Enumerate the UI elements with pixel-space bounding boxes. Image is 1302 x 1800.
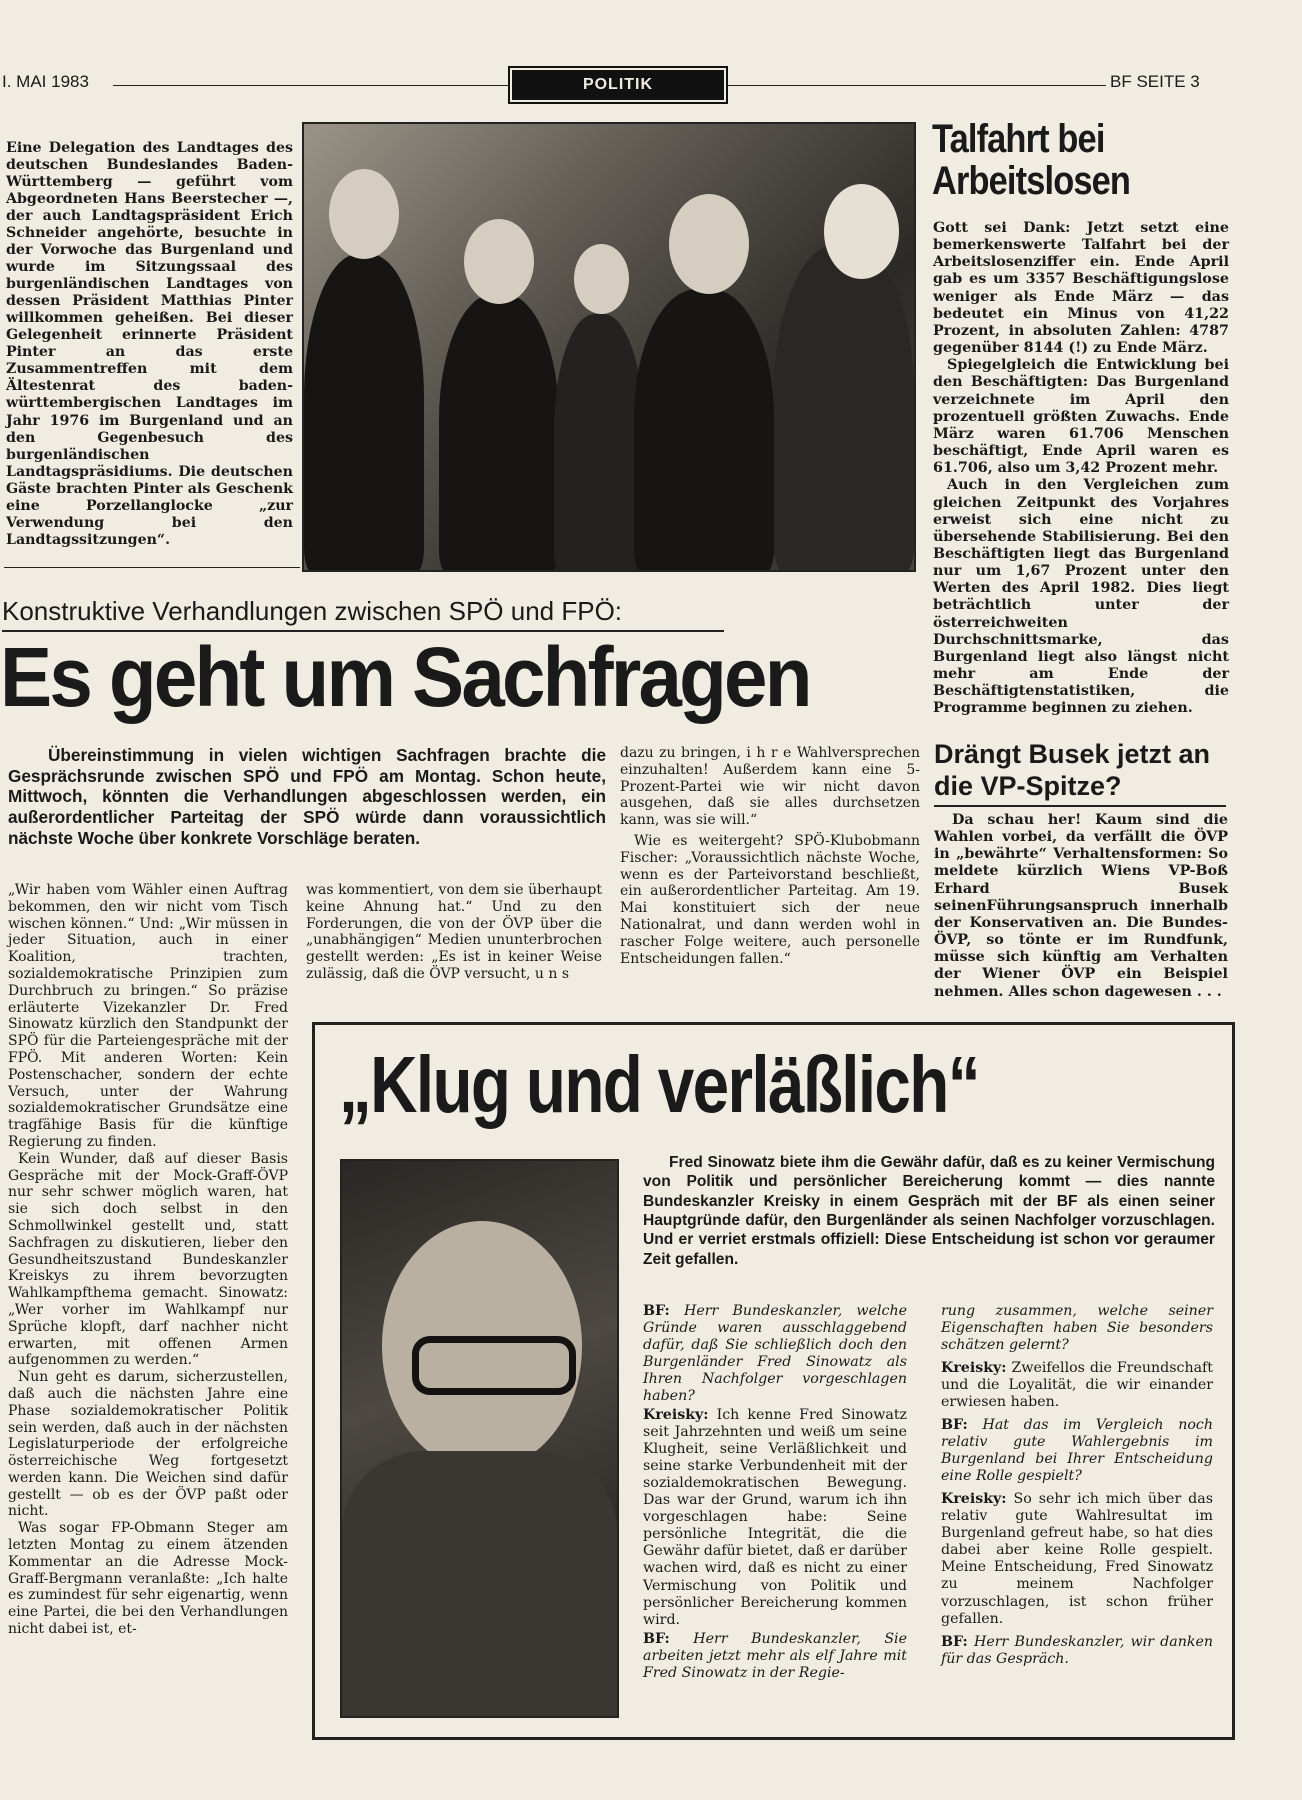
main-lead: Übereinstimmung in vielen wichtigen Sachfragen brachte die Gesprächsrunde zwischen SPÖ und FPÖ am Montag. Schon heute, Mittwoch, könnten die Verhandlungen abgeschlossen werden, ein außerordentlicher Parteitag der SPÖ würde dann voraussichtlich nächste Woche über konkrete Vorschläge beraten. xyxy=(8,745,606,848)
main-kicker: Konstruktive Verhandlungen zwischen SPÖ und FPÖ: xyxy=(2,596,623,626)
talfahrt-paragraph: Gott sei Dank: Jetzt setzt eine bemerkenswerte Talfahrt bei der Arbeitslosenziffer ein. Ende April gab es um 3357 Beschäftigungslose weniger als Ende März — das bedeutet ein Minus von 41,22 Prozent, in absoluten Zahlen: 4787 gegenüber 8144 (!) zu Ende März. xyxy=(933,220,1229,357)
main-paragraph: „Wir haben vom Wähler einen Auftrag bekommen, den wir nicht vom Tisch wischen können.“ Und: „Wir müssen in jeder Situation, auch in einer Koalition, trachten, sozialdemokratische Prinzipien zum Durchbruch zu bringen.“ So präzise erläuterte Vizekanzler Dr. Fred Sinowatz kürzlich den Standpunkt der SPÖ für die Parteiengespräche mit der FPÖ. Mit anderen Worten: Kein Postenschacher, sondern der echte Versuch, unter der Wahrung sozialdemokratischer Grundsätze eine tragfähige Basis für die künftige Regierung zu finden. xyxy=(8,882,288,1150)
interview-column-right xyxy=(941,1303,1213,1668)
main-column-3 xyxy=(620,745,920,967)
page-number: BF SEITE 3 xyxy=(1110,72,1200,91)
busek-headline: Drängt Busek jetzt an die VP-Spitze? xyxy=(934,739,1211,801)
busek-article: Da schau her! Kaum sind die Wahlen vorbei, da verfällt die ÖVP in „bewährte“ Verhaltensformen: So meldete kürzlich Wiens VP-Boß Erhard Busek seinenFührungsanspruch innerhalb der Konservativen an. Die Bundes-ÖVP, so tönte er im Rundfunk, müsse sich künftig am Verhalten der Wiener ÖVP ein Beispiel nehmen. Alles schon dagewesen . . . xyxy=(934,812,1228,1000)
interview-answer: Kreisky: Zweifellos die Freundschaft und die Loyalität, die wir einander erwiesen haben. xyxy=(941,1360,1213,1411)
main-paragraph: Wie es weitergeht? SPÖ-Klubobmann Fischer: „Voraussichtlich nächste Woche, wenn es der Parteivorstand beschließt, ein außerordentlicher Parteitag. Am 19. Mai konstituiert sich der neue Nationalrat, und dann werden wohl in rascher Folge weitere, auch personelle Entscheidungen fallen.“ xyxy=(620,832,920,967)
talfahrt-paragraph: Spiegelgleich die Entwicklung bei den Beschäftigten: Das Burgenland verzeichnete im April den prozentuell größten Zuwachs. Ende März waren 61.706 Menschen beschäftigt, Ende April waren es 61.706, also um 3,42 Prozent mehr. xyxy=(933,357,1229,477)
main-paragraph: dazu zu bringen, i h r e Wahlversprechen einzuhalten! Außerdem kann eine 5-Prozent-Partei wie wir nicht davon ausgehen, daß sie alles durchsetzen kann, was sie will.“ xyxy=(620,745,920,829)
header-rule-right xyxy=(728,85,1106,86)
interview-answer: Kreisky: So sehr ich mich über das relativ gute Wahlresultat im Burgenland gefreut habe, so hat dies dabei aber keine Rolle gespielt. Meine Entscheidung, Fred Sinowatz zu meinem Nachfolger vorzuschlagen, ist schon früher gefallen. xyxy=(941,1491,1213,1627)
main-column-2: was kommentiert, von dem sie überhaupt keine Ahnung hat.“ Und zu den Forderungen, die von der ÖVP über die „unabhängigen“ Medien ununterbrochen gestellt werden: „Es ist in keiner Weise zulässig, daß die ÖVP versucht, u n s xyxy=(306,882,602,982)
header-rule-left xyxy=(113,85,508,86)
main-paragraph: Was sogar FP-Obmann Steger am letzten Montag zu einem ätzenden Kommentar an die Adresse Mock-Graff-Bergmann veranlaßte: „Ich halte es zumindest für sehr eigenartig, wenn eine Partei, die bei den Verhandlungen nicht dabei ist, et- xyxy=(8,1520,288,1638)
section-label: POLITIK xyxy=(512,70,724,100)
kreisky-portrait xyxy=(340,1159,619,1718)
interview-column-left xyxy=(643,1303,907,1682)
talfahrt-headline: Talfahrt bei Arbeitslosen xyxy=(932,117,1131,203)
interview-question: BF: Hat das im Vergleich noch relativ gute Wahlergebnis im Burgenland bei Ihrer Entscheidung eine Rolle gespielt? xyxy=(941,1417,1213,1485)
interview-question: BF: Herr Bundeskanzler, welche Gründe waren ausschlaggebend dafür, daß Sie schließlich doch den Burgenländer Fred Sinowatz als Ihren Nachfolger vorgeschlagen haben? xyxy=(643,1303,907,1405)
interview-question-continued: rung zusammen, welche seiner Eigenschaften haben Sie besonders schätzen gelernt? xyxy=(941,1303,1213,1354)
interview-box xyxy=(312,1022,1235,1740)
caption-bottom-rule xyxy=(4,567,300,568)
interview-question: BF: Herr Bundeskanzler, wir danken für das Gespräch. xyxy=(941,1633,1213,1667)
issue-date: I. MAI 1983 xyxy=(2,72,89,91)
talfahrt-article xyxy=(933,220,1229,718)
busek-rule xyxy=(934,805,1226,807)
main-paragraph: Kein Wunder, daß auf dieser Basis Gespräche mit der Mock-Graff-ÖVP nur sehr schwer möglich waren, hat sie sich doch selbst in den Schmollwinkel gestellt und, statt Sachfragen zu diskutieren, lieber den Gesundheitszustand Bundeskanzler Kreiskys zu ihrem bevorzugten Wahlkampfthema gemacht. Sinowatz: „Wer vorher im Wahlkampf nur Sprüche klopft, darf nachher nicht erwarten, mit offenen Armen aufgenommen zu werden.“ xyxy=(8,1150,288,1369)
talfahrt-paragraph: Auch in den Vergleichen zum gleichen Zeitpunkt des Vorjahres erweist sich eine nicht zu übersehende Stabilisierung. Bei den Beschäftigten liegt das Burgenland nur um 1,67 Prozent unter den Werten des April 1982. Dies liegt beträchtlich unter der österreichweiten Durchschnittsmarke, das Burgenland liegt also längst nicht mehr am Ende der Beschäftigtenstatistiken, die Programme beginnen zu ziehen. xyxy=(933,477,1229,717)
interview-question: BF: Herr Bundeskanzler, Sie arbeiten jetzt mehr als elf Jahre mit Fred Sinowatz in der Regie- xyxy=(643,1630,907,1681)
delegation-photo xyxy=(302,122,916,572)
interview-lead: Fred Sinowatz biete ihm die Gewähr dafür, daß es zu keiner Vermischung von Politik und persönlicher Bereicherung kommt — dies nannte Bundeskanzler Kreisky in einem Gespräch mit der BF als einen seiner Hauptgründe dafür, den Burgenländer als seinen Nachfolger vorzuschlagen. Und er verriet erstmals offiziell: Diese Entscheidung ist schon vor geraumer Zeit gefallen. xyxy=(643,1154,1215,1268)
main-paragraph: Nun geht es darum, sicherzustellen, daß auch die nächsten Jahre eine Phase sozialdemokratischer Politik sein werden, daß auch in der nächsten Legislaturperiode der erfolgreiche österreichische Weg fortgesetzt werden kann. Die Weichen sind dafür gestellt — ob es der ÖVP paßt oder nicht. xyxy=(8,1369,288,1520)
main-column-1 xyxy=(8,882,288,1638)
photo-caption-delegation: Eine Delegation des Landtages des deutschen Bundeslandes Baden-Württemberg — geführt vom Abgeordneten Hans Beerstecher —, der auch Landtagspräsident Erich Schneider angehörte, besuchte in der Vorwoche das Burgenland und wurde im Sitzungssaal des burgenländischen Landtages von dessen Präsident Matthias Pinter willkommen geheißen. Bei dieser Gelegenheit erinnerte Präsident Pinter an das erste Zusammentreffen mit dem Ältestenrat des baden-württembergischen Landtages im Jahr 1976 im Burgenland und an den Gegenbesuch des burgenländischen Landtagspräsidiums. Die deutschen Gäste brachten Pinter als Geschenk eine Porzellanglocke „zur Verwendung bei den Landtagssitzungen“. xyxy=(6,140,293,548)
interview-headline: „Klug und verläßlich“ xyxy=(339,1040,979,1129)
interview-answer: Kreisky: Ich kenne Fred Sinowatz seit Jahrzehnten und weiß um seine Klugheit, seine Verläßlichkeit und seine starke Verbundenheit mit der sozialdemokratischen Bewegung. Das war der Grund, warum ich ihn vorgeschlagen habe: Seine persönliche Integrität, die die Gewähr dafür bietet, daß er darüber wachen wird, daß es nicht zu einer Vermischung von Politik und persönlicher Bereicherung kommen wird. xyxy=(643,1407,907,1628)
main-headline: Es geht um Sachfragen xyxy=(0,630,810,724)
